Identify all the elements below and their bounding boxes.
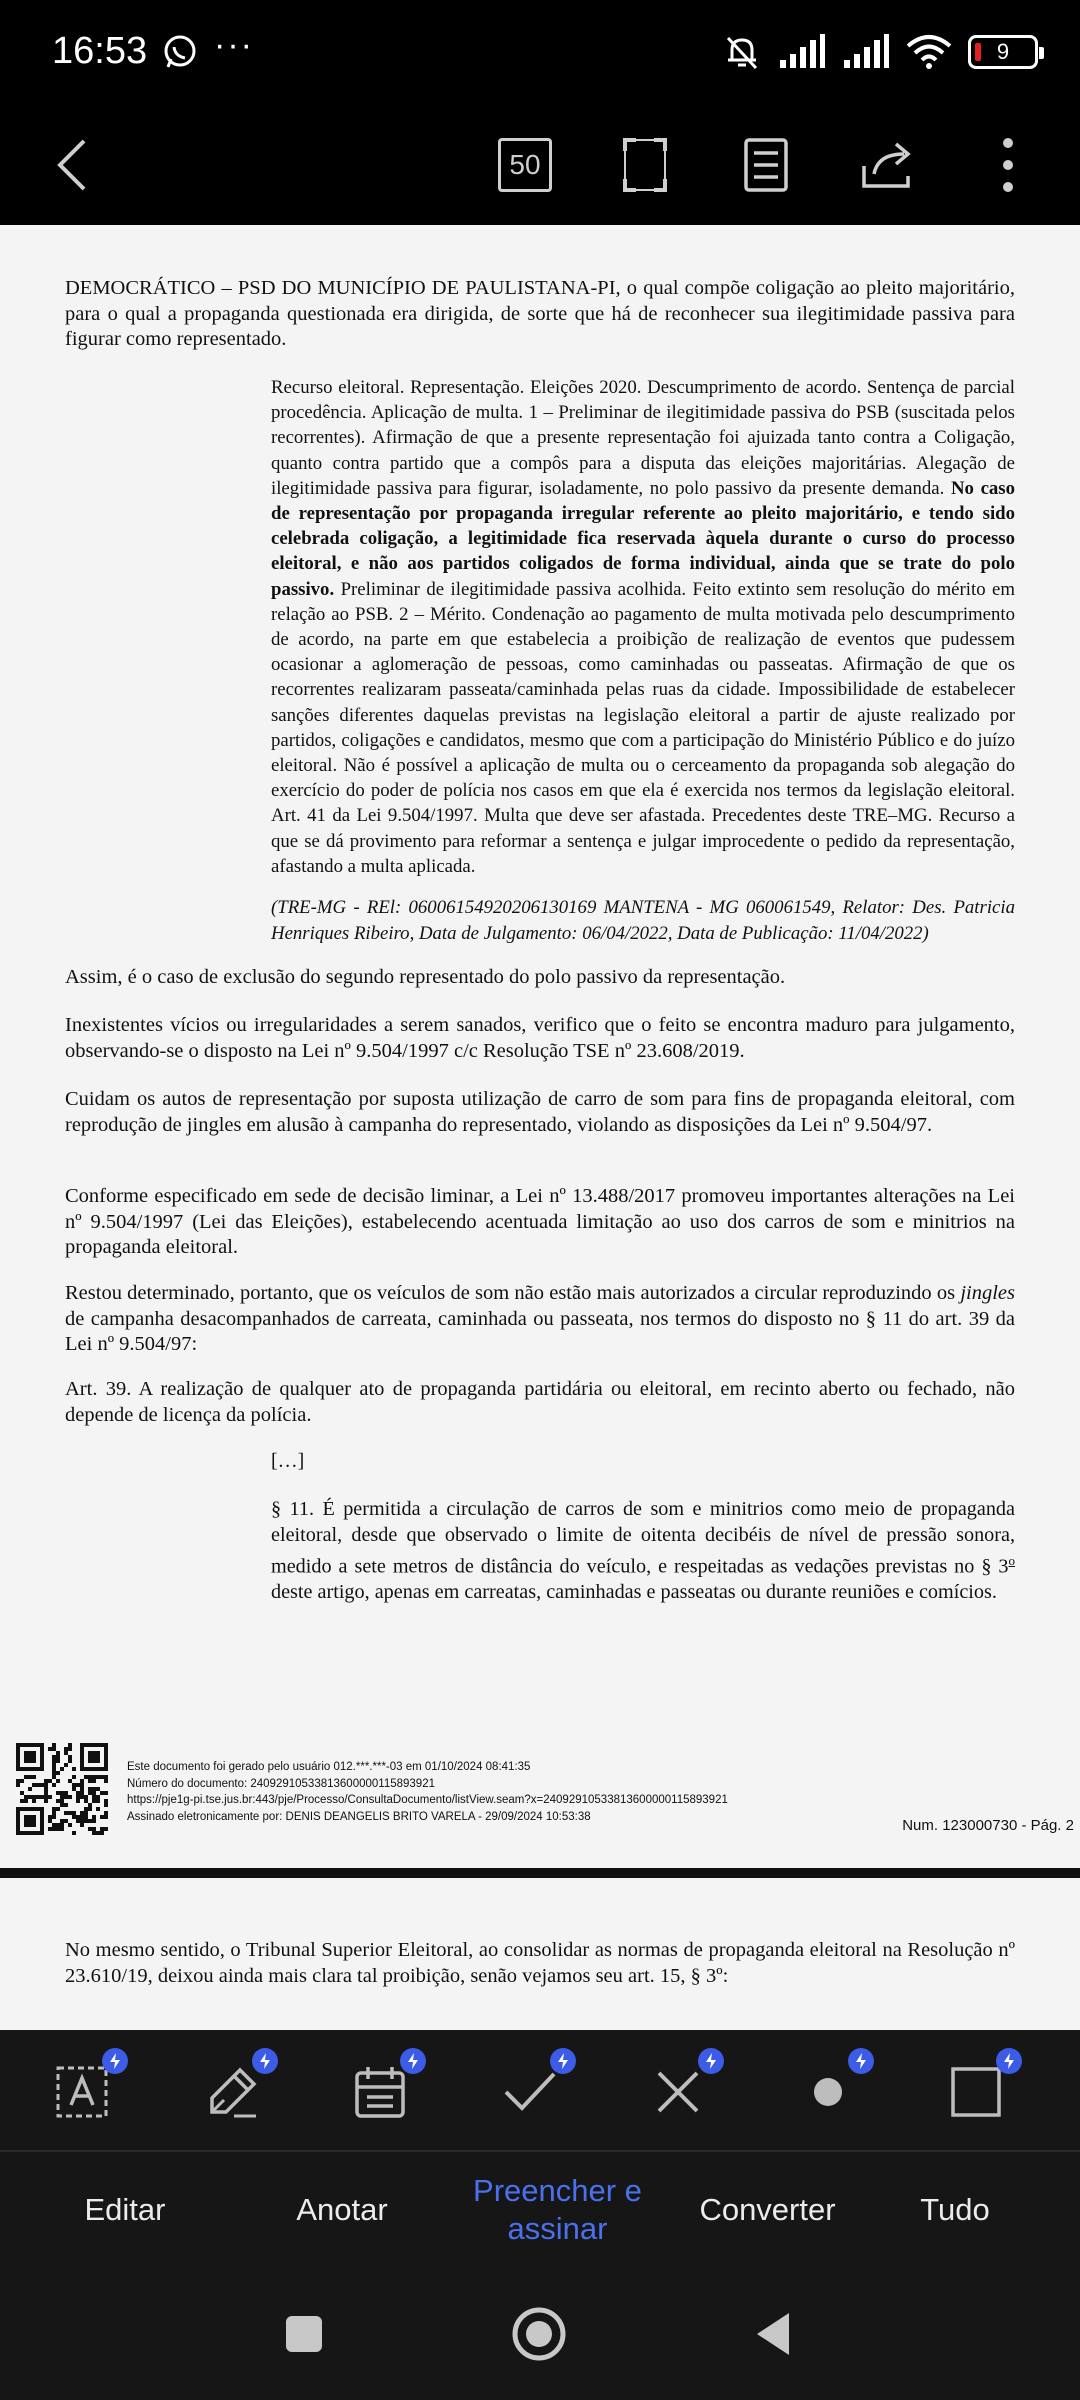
text-box-tool[interactable] bbox=[42, 2052, 122, 2132]
ellipsis: […] bbox=[271, 1450, 305, 1472]
back-arrow-icon bbox=[52, 137, 92, 193]
paragraph-s11-text-2: deste artigo, apenas em carreatas, caminhadas e passeatas ou durante reuniões e comícios. bbox=[271, 1581, 997, 1604]
page-separator bbox=[0, 1868, 1080, 1878]
back-button[interactable] bbox=[32, 125, 112, 205]
signature-pen-icon bbox=[204, 2064, 260, 2120]
signal-icon-2 bbox=[842, 34, 890, 70]
footer-line: Assinado eletronicamente por: DENIS DEANGELIS BRITO VARELA - 29/09/2024 10:53:38 bbox=[127, 1810, 591, 1823]
share-button[interactable] bbox=[848, 125, 928, 205]
wifi-icon bbox=[906, 34, 952, 70]
page-count-button[interactable] bbox=[485, 125, 565, 205]
dot-tool[interactable] bbox=[788, 2052, 868, 2132]
document-page bbox=[0, 225, 1080, 1870]
premium-badge-icon bbox=[848, 2048, 874, 2074]
tab-annotate[interactable]: Anotar bbox=[296, 2191, 388, 2227]
paragraph-inexistentes: Inexistentes vícios ou irregularidades a serem sanados, verifico que o feito se encontra maduro para julgamento, observando-se o disposto na Lei nº 9.504/1997 c/c Resolução TSE nº 23.608/2019. bbox=[65, 1014, 1015, 1062]
paragraph-art39: Art. 39. A realização de qualquer ato de propaganda partidária ou eleitoral, em recinto aberto ou fechado, não depende de licença da polícia. bbox=[65, 1378, 1015, 1426]
fill-sign-tools bbox=[0, 2030, 1080, 2150]
text-box-icon bbox=[55, 2065, 109, 2119]
date-calendar-icon bbox=[354, 2065, 406, 2119]
paragraph-restou bbox=[65, 1281, 1015, 1358]
premium-badge-icon bbox=[400, 2048, 426, 2074]
premium-badge-icon bbox=[996, 2048, 1022, 2074]
premium-badge-icon bbox=[102, 2048, 128, 2074]
dot-icon bbox=[811, 2075, 845, 2109]
whatsapp-icon bbox=[162, 34, 198, 70]
quote-text-2: Preliminar de ilegitimidade passiva acolhida. Feito extinto sem resolução do mérito em relação ao PSB. 2 – Mérito. Condenação ao pagamento de multa motivada pelo descumprimento de acordo, na parte em que estabelecia a proibição de realização de eventos que pudessem ocasionar a aglomeração de pessoas, como caminhadas ou passeatas. Afirmação de que os recorrentes realizaram passeata/caminhada pelas ruas da cidade. Impossibilidade de estabelecer sanções diferentes daquelas previstas na legislação eleitoral a partir de ajuste realizado por partidos, coligações e candidatos, mesmo que com a participação do Ministério Público e do juízo eleitoral. Não é possível a aplicação de multa ou o cerceamento da propaganda sob alegação do exercício do poder de polícia nos casos em que ela é exercida nos termos da legislação eleitoral. Art. 41 da Lei 9.504/1997. Multa que deve ser afastada. Precedentes deste TRE–MG. Recurso a que se dá provimento para reformar a sentença e julgar improcedente o pedido da representação, afastando a multa aplicada. bbox=[271, 578, 1015, 877]
mute-bell-icon bbox=[722, 32, 762, 72]
bottom-tabs bbox=[0, 2152, 1080, 2267]
tab-fill-sign[interactable]: Preencher e assinar bbox=[473, 2172, 642, 2246]
page-count-icon bbox=[498, 138, 552, 192]
paragraph-conforme: Conforme especificado em sede de decisão liminar, a Lei nº 13.488/2017 promoveu importantes alterações na Lei nº 9.504/1997 (Lei das Eleições), estabelecendo acentuada limitação ao uso dos carros de som e minitrios na propaganda eleitoral. bbox=[65, 1185, 1015, 1258]
footer-line: https://pje1g-pi.tse.jus.br:443/pje/Processo/ConsultaDocumento/listView.seam?x=24092910533813600000115893921 bbox=[127, 1794, 728, 1806]
square-tool[interactable] bbox=[936, 2052, 1016, 2132]
more-notifications-icon: ··· bbox=[214, 26, 254, 64]
system-navigation-bar bbox=[0, 2267, 1080, 2400]
intro-paragraph: DEMOCRÁTICO – PSD DO MUNICÍPIO DE PAULISTANA-PI, o qual compõe coligação ao pleito majoritário, para o qual a propaganda questionada era dirigida, de sorte que há de reconhecer sua ilegitimidade passiva para figurar como representado. bbox=[65, 277, 1015, 350]
tab-edit[interactable]: Editar bbox=[84, 2191, 166, 2227]
tab-convert[interactable]: Converter bbox=[699, 2191, 836, 2227]
qr-code bbox=[16, 1743, 108, 1835]
status-time: 16:53 bbox=[52, 30, 148, 72]
paragraph-cuidam: Cuidam os autos de representação por suposta utilização de carro de som para fins de propaganda eleitoral, com reprodução de jingles em alusão à campanha do representado, violando as disposições da Lei nº 9.504/97. bbox=[65, 1088, 1015, 1136]
status-icons bbox=[722, 30, 1038, 74]
back-triangle-icon bbox=[753, 2311, 793, 2357]
signal-icon bbox=[778, 34, 826, 70]
fullscreen-button[interactable] bbox=[605, 125, 685, 205]
home-circle-icon bbox=[511, 2306, 567, 2362]
paragraph-restou-text-1: Restou determinado, portanto, que os veículos de som não estão mais autorizados a circular reproduzindo os bbox=[65, 1282, 961, 1304]
quote-text-1: Recurso eleitoral. Representação. Eleições 2020. Descumprimento de acordo. Sentença de parcial procedência. Aplicação de multa. 1 – Preliminar de ilegitimidade passiva do PSB (suscitada pelos recorrentes). Afirmação de que a presente representação foi ajuizada tanto contra a Coligação, quanto contra partido que a compôs para a disputa das eleições majoritárias. Alegação de ilegitimidade passiva para figurar, isoladamente, no polo passivo da presente demanda. bbox=[271, 377, 1015, 499]
tab-all[interactable]: Tudo bbox=[920, 2191, 990, 2227]
date-tool[interactable] bbox=[340, 2052, 420, 2132]
checkmark-tool[interactable] bbox=[490, 2052, 570, 2132]
status-bar bbox=[0, 0, 1080, 105]
page-count-label: 50 bbox=[509, 149, 541, 180]
footer-line: Número do documento: 24092910533813600000115893921 bbox=[127, 1777, 435, 1790]
document-viewer[interactable] bbox=[0, 225, 1080, 1987]
paragraph-s11 bbox=[271, 1497, 1015, 1606]
home-button[interactable] bbox=[506, 2301, 572, 2367]
paragraph-s11-superscript: o bbox=[1008, 1553, 1015, 1568]
battery-level: 9 bbox=[996, 39, 1010, 64]
reading-mode-button[interactable] bbox=[726, 125, 806, 205]
paragraph-exclusao: Assim, é o caso de exclusão do segundo representado do polo passivo da representação. bbox=[65, 966, 786, 988]
cross-tool[interactable] bbox=[638, 2052, 718, 2132]
premium-badge-icon bbox=[698, 2048, 724, 2074]
premium-badge-icon bbox=[550, 2048, 576, 2074]
paragraph-tse: No mesmo sentido, o Tribunal Superior Eleitoral, ao consolidar as normas de propaganda eleitoral na Resolução nº 23.610/19, deixou ainda mais clara tal proibição, senão vejamos seu art. 15, § 3º: bbox=[65, 1939, 1015, 1987]
top-toolbar bbox=[0, 105, 1080, 225]
more-options-button[interactable] bbox=[968, 125, 1048, 205]
back-nav-button[interactable] bbox=[740, 2301, 806, 2367]
fullscreen-icon bbox=[622, 137, 668, 193]
paragraph-restou-italic: jingles bbox=[960, 1282, 1015, 1304]
paragraph-restou-text-2: de campanha desacompanhados de carreata, caminhada ou passeata, nos termos do disposto no § 11 do art. 39 da Lei nº 9.504/97: bbox=[65, 1307, 1015, 1355]
reading-mode-icon bbox=[743, 137, 789, 193]
jurisprudence-quote bbox=[271, 375, 1015, 879]
footer-line: Este documento foi gerado pelo usuário 012.***.***-03 em 01/10/2024 08:41:35 bbox=[127, 1761, 531, 1773]
premium-badge-icon bbox=[252, 2048, 278, 2074]
share-icon bbox=[860, 140, 916, 190]
paragraph-s11-text-1: § 11. É permitida a circulação de carros de som e minitrios como meio de propaganda eleitoral, desde que observado o limite de oitenta decibéis de nível de pressão sonora, medido a sete metros de distância do veículo, e respeitadas as vedações previstas no § 3 bbox=[271, 1498, 1015, 1578]
signature-tool[interactable] bbox=[192, 2052, 272, 2132]
recent-apps-button[interactable] bbox=[271, 2301, 337, 2367]
document-footer-info bbox=[127, 1759, 728, 1825]
square-icon bbox=[950, 2066, 1002, 2118]
more-vertical-icon bbox=[1002, 137, 1014, 193]
cross-icon bbox=[655, 2069, 701, 2115]
battery-icon bbox=[968, 35, 1038, 69]
citation: (TRE-MG - REl: 06006154920206130169 MANTENA - MG 060061549, Relator: Des. Patricia Henriques Ribeiro, Data de Julgamento: 06/04/2022, Data de Publicação: 11/04/2022) bbox=[271, 897, 1015, 944]
square-recents-icon bbox=[284, 2314, 324, 2354]
checkmark-icon bbox=[503, 2070, 557, 2114]
page-number: Num. 123000730 - Pág. 2 bbox=[902, 1817, 1074, 1834]
quote-bold-text: No caso de representação por propaganda irregular referente ao pleito majoritário, e tendo sido celebrada coligação, a legitimidade fica reservada àquela durante o curso do processo eleitoral, e não aos partidos coligados de forma individual, ainda que se trate do polo passivo. bbox=[271, 477, 1015, 600]
